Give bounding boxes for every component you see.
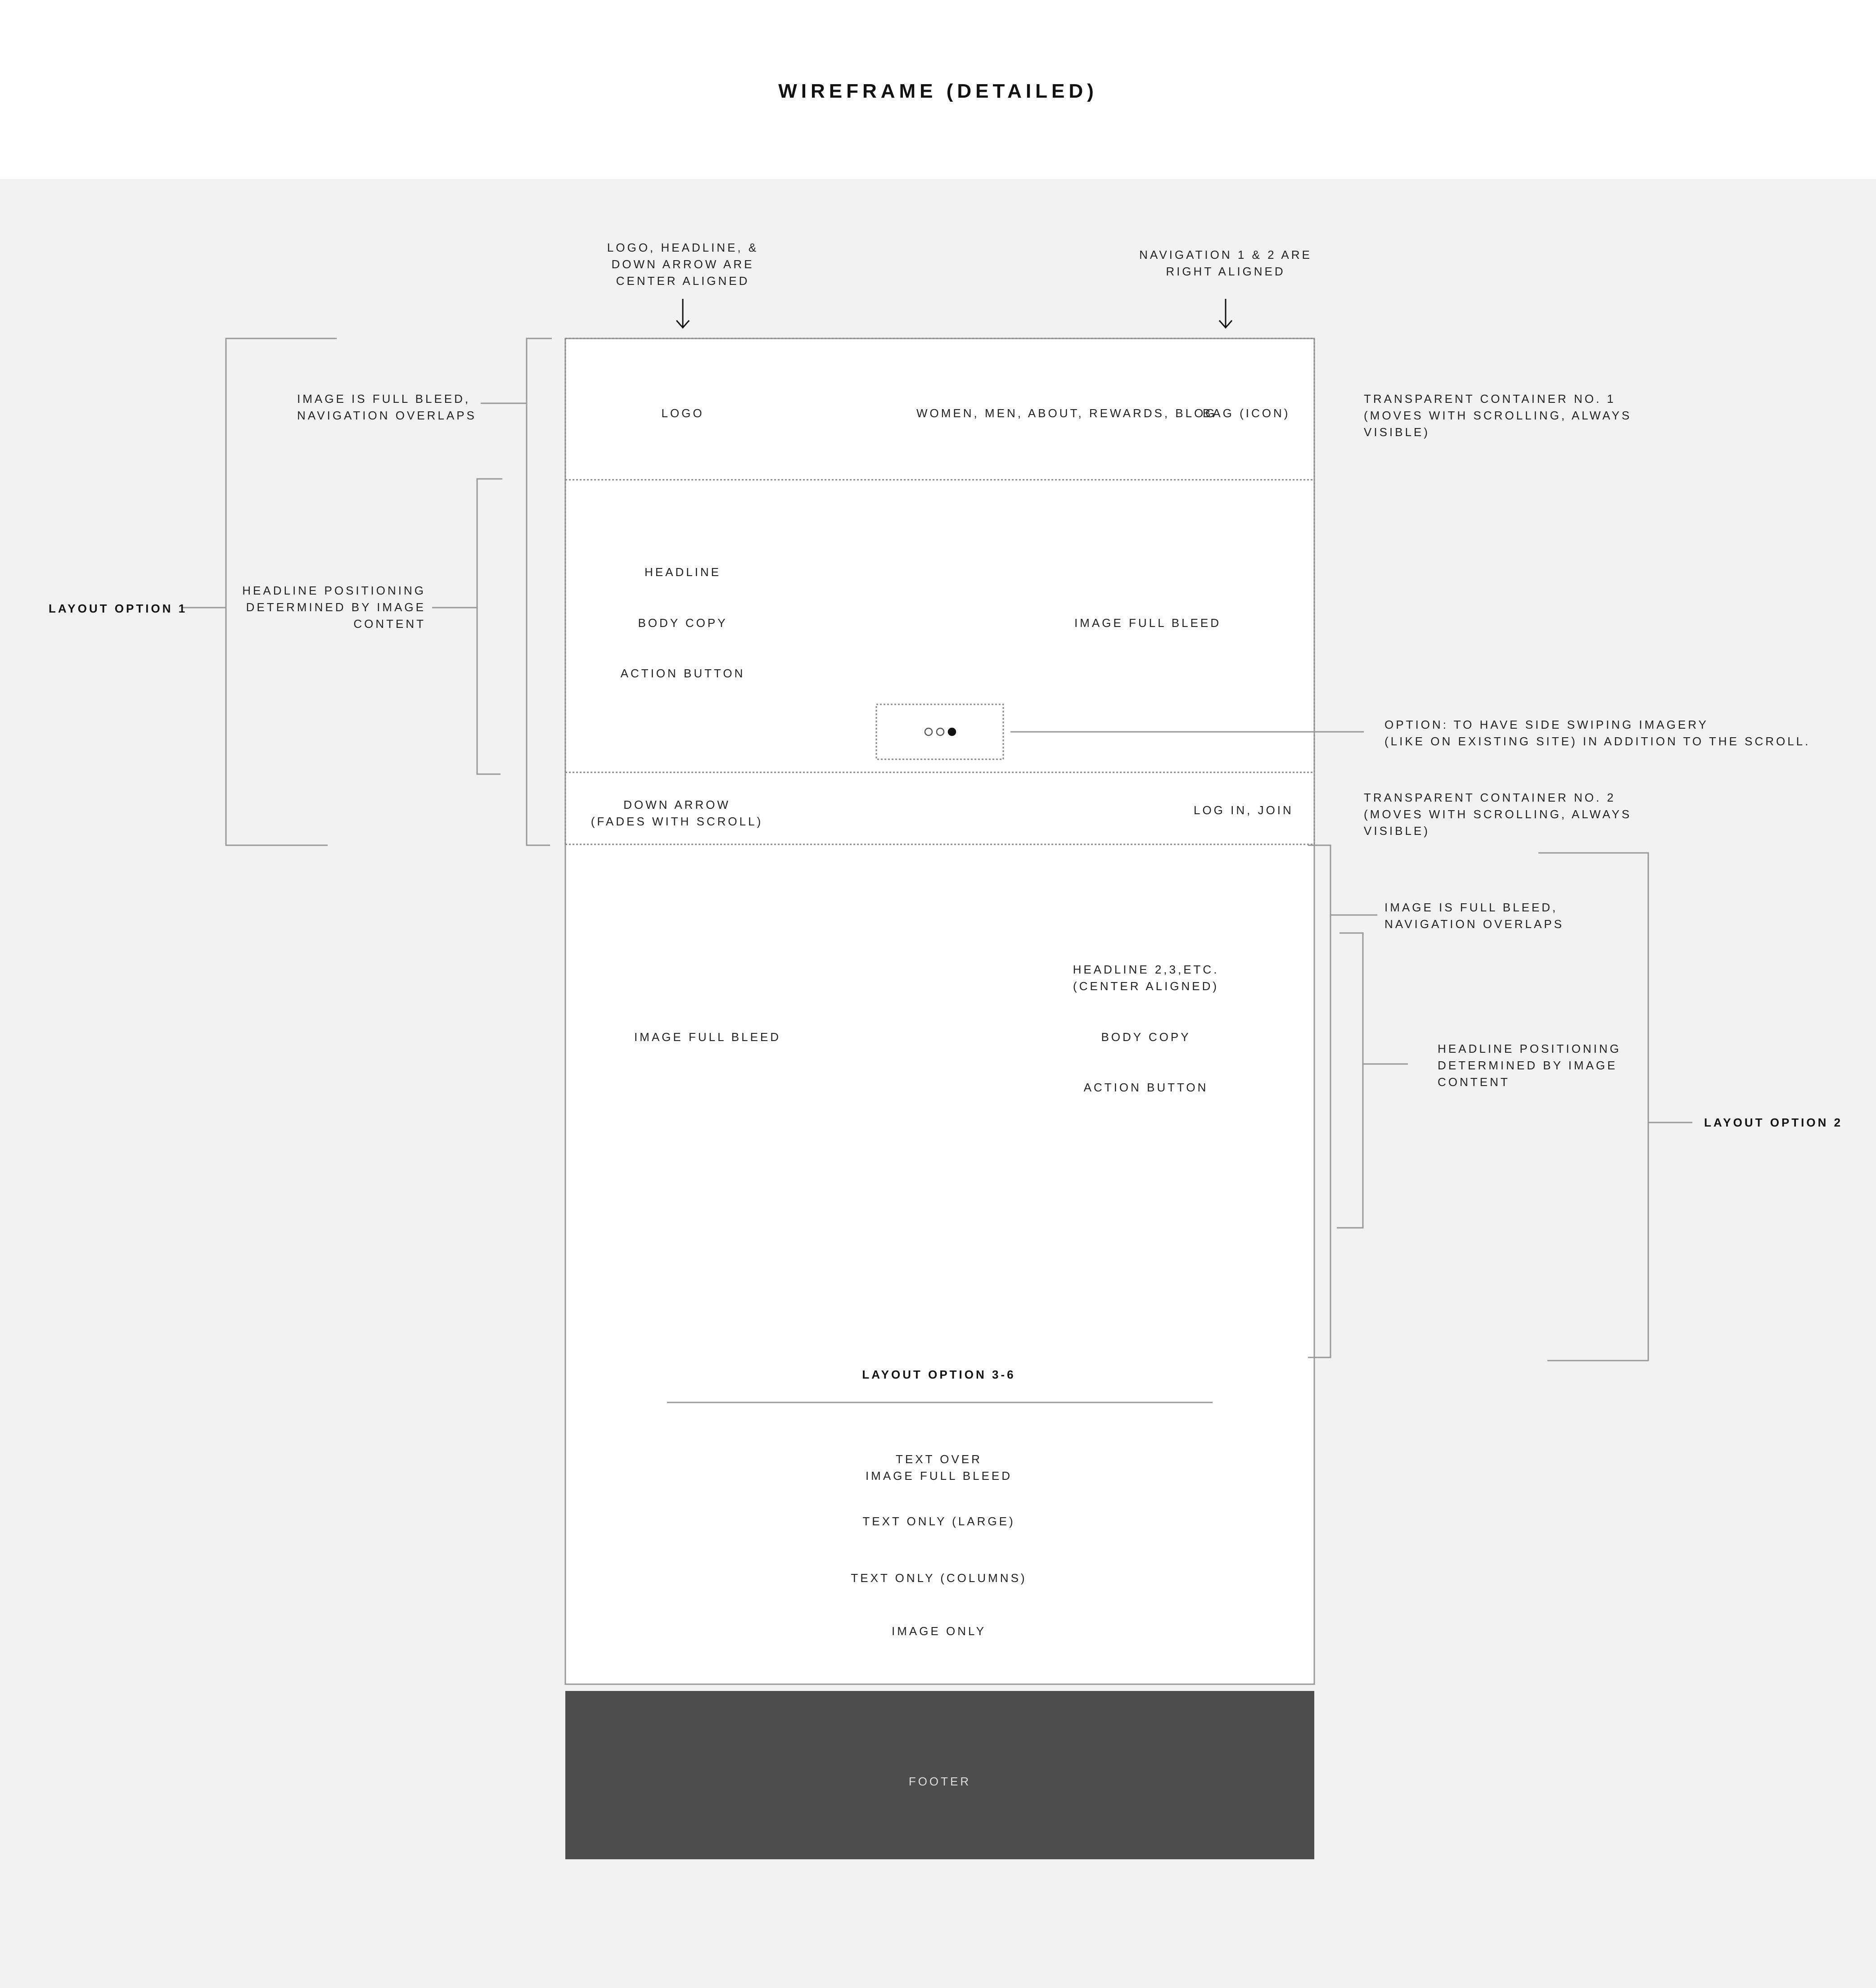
label-layout-option-1: LAYOUT OPTION 1 [49, 602, 188, 615]
page-title: WIREFRAME (DETAILED) [778, 80, 1098, 102]
label-layout-option-3-6: LAYOUT OPTION 3-6 [862, 1368, 1016, 1381]
section2-image-full-bleed: IMAGE FULL BLEED [634, 1030, 781, 1044]
hero-headline: HEADLINE [644, 565, 722, 579]
carousel-box [876, 704, 1003, 759]
annotation-swipe-option: OPTION: TO HAVE SIDE SWIPING IMAGERY (LIKE ON EXISTING SITE) IN ADDITION TO THE SCROLL. [1384, 718, 1811, 748]
bag-icon-placeholder: BAG (ICON) [1203, 406, 1290, 420]
annotation-right-aligned: NAVIGATION 1 & 2 ARE RIGHT ALIGNED [1139, 248, 1312, 278]
logo-placeholder: LOGO [661, 406, 704, 420]
annotation-full-bleed-2: IMAGE IS FULL BLEED, NAVIGATION OVERLAPS [1384, 901, 1564, 931]
annotation-headline-positioning-1: HEADLINE POSITIONING DETERMINED BY IMAGE CONTENT [242, 584, 426, 631]
carousel-dot-3-active [948, 728, 956, 735]
footer-label: FOOTER [908, 1775, 971, 1788]
option-image-only: IMAGE ONLY [892, 1624, 986, 1638]
bracket-full-bleed-1 [527, 338, 552, 845]
option-text-only-columns: TEXT ONLY (COLUMNS) [851, 1571, 1027, 1585]
section2-action-button: ACTION BUTTON [1083, 1081, 1209, 1094]
carousel-dot-2 [937, 728, 944, 735]
carousel-dot-1 [925, 728, 932, 735]
section2-body-copy: BODY COPY [1101, 1030, 1191, 1044]
section2-headline: HEADLINE 2,3,ETC. (CENTER ALIGNED) [1073, 963, 1219, 993]
nav-menu: WOMEN, MEN, ABOUT, REWARDS, BLOG [916, 406, 1217, 420]
hero-action-button: ACTION BUTTON [620, 667, 745, 680]
down-arrow-placeholder: DOWN ARROW (FADES WITH SCROLL) [591, 798, 763, 828]
bracket-headline-2 [1337, 933, 1363, 1228]
annotation-full-bleed-1: IMAGE IS FULL BLEED, NAVIGATION OVERLAPS [297, 392, 477, 422]
bracket-full-bleed-2 [1308, 845, 1330, 1357]
annotation-transparent-1: TRANSPARENT CONTAINER NO. 1 (MOVES WITH SCROLLING, ALWAYS VISIBLE) [1364, 392, 1632, 439]
annotation-headline-positioning-2: HEADLINE POSITIONING DETERMINED BY IMAGE CONTENT [1438, 1042, 1621, 1089]
bracket-headline-1 [477, 479, 502, 774]
hero-body-copy: BODY COPY [638, 616, 728, 630]
label-layout-option-2: LAYOUT OPTION 2 [1704, 1116, 1843, 1129]
login-join: LOG IN, JOIN [1194, 803, 1294, 817]
option-text-over-image: TEXT OVER IMAGE FULL BLEED [865, 1452, 1013, 1483]
option-text-only-large: TEXT ONLY (LARGE) [862, 1515, 1015, 1528]
hero-image-full-bleed: IMAGE FULL BLEED [1074, 616, 1222, 630]
annotation-center-aligned: LOGO, HEADLINE, & DOWN ARROW ARE CENTER ALIGNED [607, 241, 759, 288]
annotation-transparent-2: TRANSPARENT CONTAINER NO. 2 (MOVES WITH SCROLLING, ALWAYS VISIBLE) [1364, 791, 1632, 838]
